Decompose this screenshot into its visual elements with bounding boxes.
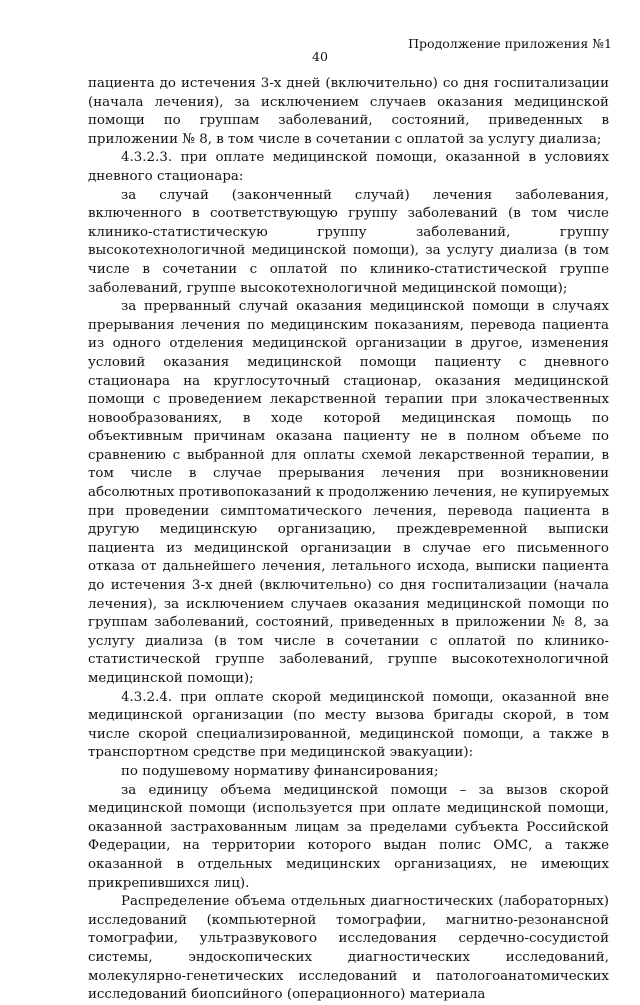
page-number: 40 — [312, 49, 328, 64]
paragraph-completed-case: за случай (законченный случай) лечения заболевания, включенного в соответствующую группу заболеваний (в том числе клинико-статистическую группу заболеваний, группу высокотехнологичной медицинской помощи), за услугу диализа (в том числе в сочетании с оплатой по клинико-статистической группе заболеваний, группе высокотехнологичной медицинской помощи); — [88, 187, 609, 296]
paragraph-per-capita-norm: по подушевому нормативу финансирования; — [121, 763, 439, 779]
paragraph-interrupted-case: за прерванный случай оказания медицинской помощи в случаях прерывания лечения по медицинским показаниям, перевода пациента из одного отделения медицинской организации в другое, изменения условий оказания медицинской помощи пациенту с дневного стационара на круглосуточный стационар, оказания медицинской помощи с проведением лекарственной терапии при злокачественных новообразованиях, в ходе которой медицинская помощь по объективным причинам оказана пациенту не в полном объеме по сравнению с выбранной для оплаты схемой лекарственной терапии, в том числе в случае прерывания лечения при возникновении абсолютных противопоказаний к продолжению лечения, не купируемых при проведении симптоматического лечения, перевода пациента в другую медицинскую организацию, преждевременной выписки пациента из медицинской организации в случае его письменного отказа от дальнейшего лечения, летального исхода, выписки пациента до истечения 3-х дней (включительно) со дня госпитализации (начала лечения), за исключением случаев оказания медицинской помощи по группам заболеваний, состояний, приведенных в приложении № 8, за услугу диализа (в том числе в сочетании с оплатой по клинико-статистической группе заболеваний, группе высокотехнологичной медицинской помощи); — [88, 299, 609, 686]
paragraph-per-call-unit: за единицу объема медицинской помощи – за вызов скорой медицинской помощи (используется при оплате медицинской помощи, оказанной застрахованным лицам за пределами субъекта Российской Федерации, на территории которого выдан полис ОМС, а также оказанной в отдельных медицинских организациях, не имеющих прикрепившихся лиц). — [88, 782, 609, 891]
document-body — [88, 75, 609, 1005]
paragraph-4-3-2-4: 4.3.2.4. при оплате скорой медицинской помощи, оказанной вне медицинской организации (по месту вызова бригады скорой, в том числе скорой специализированной, медицинской помощи, а также в транспортном средстве при медицинской эвакуации): — [88, 689, 609, 761]
paragraph-continuation: пациента до истечения 3-х дней (включительно) со дня госпитализации (начала лечения), за исключением случаев оказания медицинской помощи по группам заболеваний, состояний, приведенных в приложении № 8, в том числе в сочетании с оплатой за услугу диализа; — [88, 76, 609, 147]
paragraph-4-3-2-3: 4.3.2.3. при оплате медицинской помощи, оказанной в условиях дневного стационара: — [88, 150, 609, 184]
paragraph-diagnostics-distribution: Распределение объема отдельных диагностических (лабораторных) исследований (компьютерной томографии, магнитно-резонансной томографии, ультразвукового исследования сердечно-сосудистой системы, эндоскопических диагностических исследований, молекулярно-генетических исследований и патологоанатомических исследований биопсийного (операционного) материала — [88, 894, 609, 1003]
running-title: Продолжение приложения №1 — [408, 36, 612, 51]
